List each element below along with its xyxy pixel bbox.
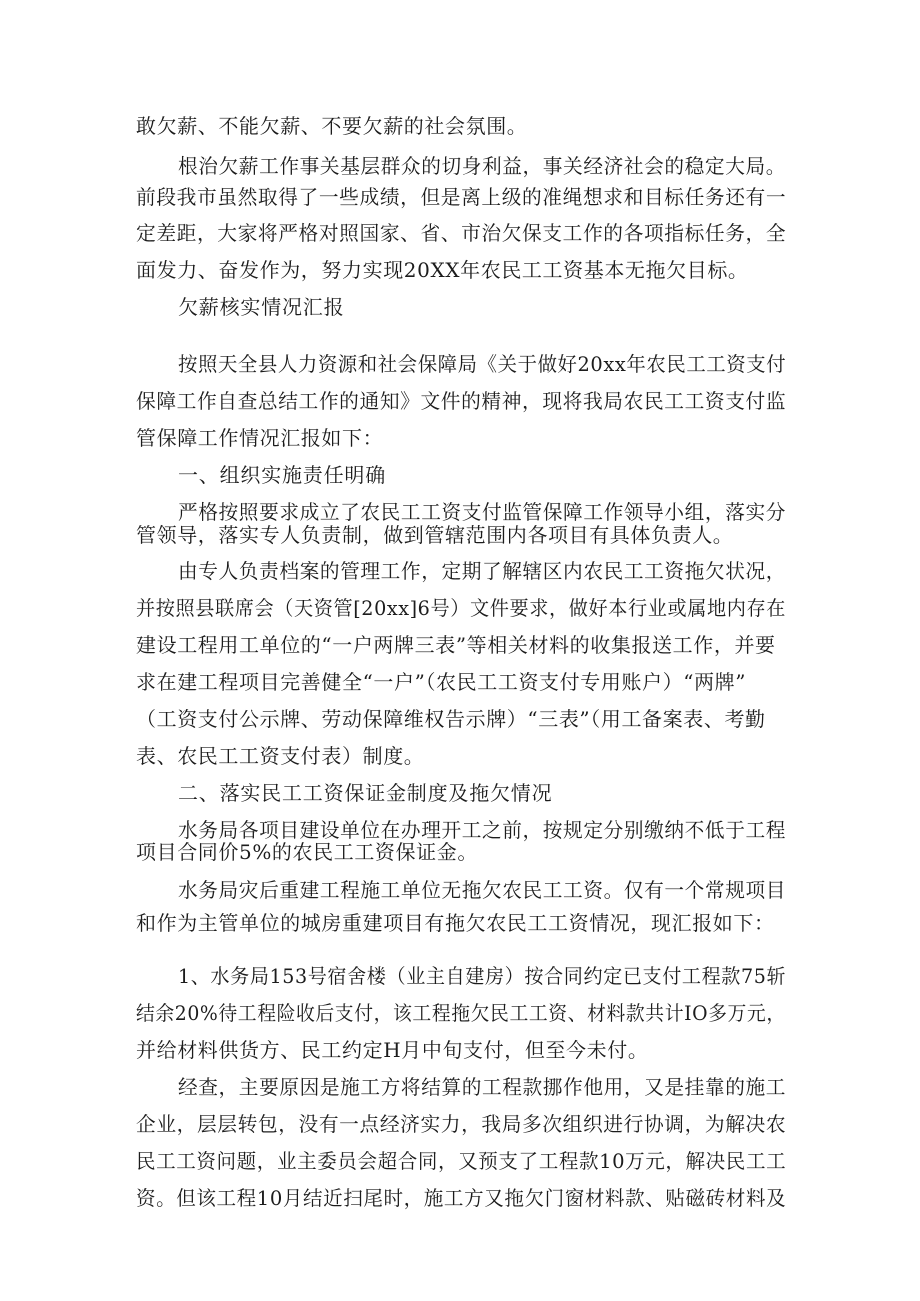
text-line: （工资支付公示牌、劳动保障维权告示牌）“三表”（用工备案表、考勤: [136, 707, 766, 731]
text-line: 求在建工程项目完善健全“一户”（农民工工资支付专用账户）“两牌”: [136, 670, 747, 694]
text-line: 根治欠薪工作事关基层群众的切身利益，事关经济社会的稳定大局。: [178, 154, 786, 178]
text-line: 经查，主要原因是施工方将结算的工程款挪作他用，又是挂靠的施工: [178, 1075, 786, 1099]
text-line: 建设工程用工单位的“一户两牌三表”等相关材料的收集报送工作，并要: [136, 633, 776, 657]
text-line: 项目合同价5%的农民工工资保证金。: [136, 840, 478, 864]
text-line: 表、农民工工资支付表）制度。: [136, 744, 425, 768]
text-line: 水务局灾后重建工程施工单位无拖欠农民工工资。仅有一个常规项目: [178, 878, 786, 902]
text-line: 敢欠薪、不能欠薪、不要欠薪的社会氛围。: [136, 114, 528, 138]
section-heading: 一、组织实施责任明确: [178, 463, 386, 487]
text-line: 企业，层层转包，没有一点经济实力，我局多次组织进行协调，为解决农: [136, 1112, 787, 1136]
text-line: 严格按照要求成立了农民工工资支付监管保障工作领导小组，落实分: [178, 500, 786, 524]
text-line: 并给材料供货方、民工约定H月中旬支付，但至今未付。: [136, 1038, 649, 1062]
text-line: 水务局各项目建设单位在办理开工之前，按规定分别缴纳不低于工程: [178, 818, 786, 842]
text-line: 由专人负责档案的管理工作，定期了解辖区内农民工工资拖欠状况，: [178, 559, 786, 583]
text-line: 民工工资问题，业主委员会超合同，又预支了工程款10万元，解决民工工: [136, 1149, 787, 1173]
section-heading: 二、落实民工工资保证金制度及拖欠情况: [178, 781, 553, 805]
text-line: 和作为主管单位的城房重建项目有拖欠农民工工资情况，现汇报如下：: [136, 911, 775, 935]
section-title: 欠薪核实情况汇报: [178, 295, 345, 319]
text-line: 1、水务局153号宿舍楼（业主自建房）按合同约定已支付工程款75斩: [178, 964, 787, 988]
text-line: 并按照县联席会（天资管[20xx]6号）文件要求，做好本行业或属地内存在: [136, 596, 786, 620]
text-line: 面发力、奋发作为，努力实现20XX年农民工工资基本无拖欠目标。: [136, 258, 749, 282]
text-line: 定差距，大家将严格对照国家、省、市治欠保支工作的各项指标任务，全: [136, 221, 787, 245]
text-line: 按照天全县人力资源和社会保障局《关于做好20xx年农民工工资支付: [178, 352, 787, 376]
text-line: 保障工作自查总结工作的通知》文件的精神，现将我局农民工工资支付监: [136, 389, 787, 413]
text-line: 管领导，落实专人负责制，做到管辖范围内各项目有具体负责人。: [136, 523, 734, 547]
text-line: 结余20%待工程险收后支付，该工程拖欠民工工资、材料款共计IO多万元，: [136, 1001, 786, 1025]
text-line: 管保障工作情况汇报如下：: [136, 426, 384, 450]
text-line: 资。但该工程10月结近扫尾时，施工方又拖欠门窗材料款、贴磁砖材料及: [136, 1186, 787, 1210]
text-line: 前段我市虽然取得了一些成绩，但是离上级的准绳想求和目标任务还有一: [136, 185, 787, 209]
